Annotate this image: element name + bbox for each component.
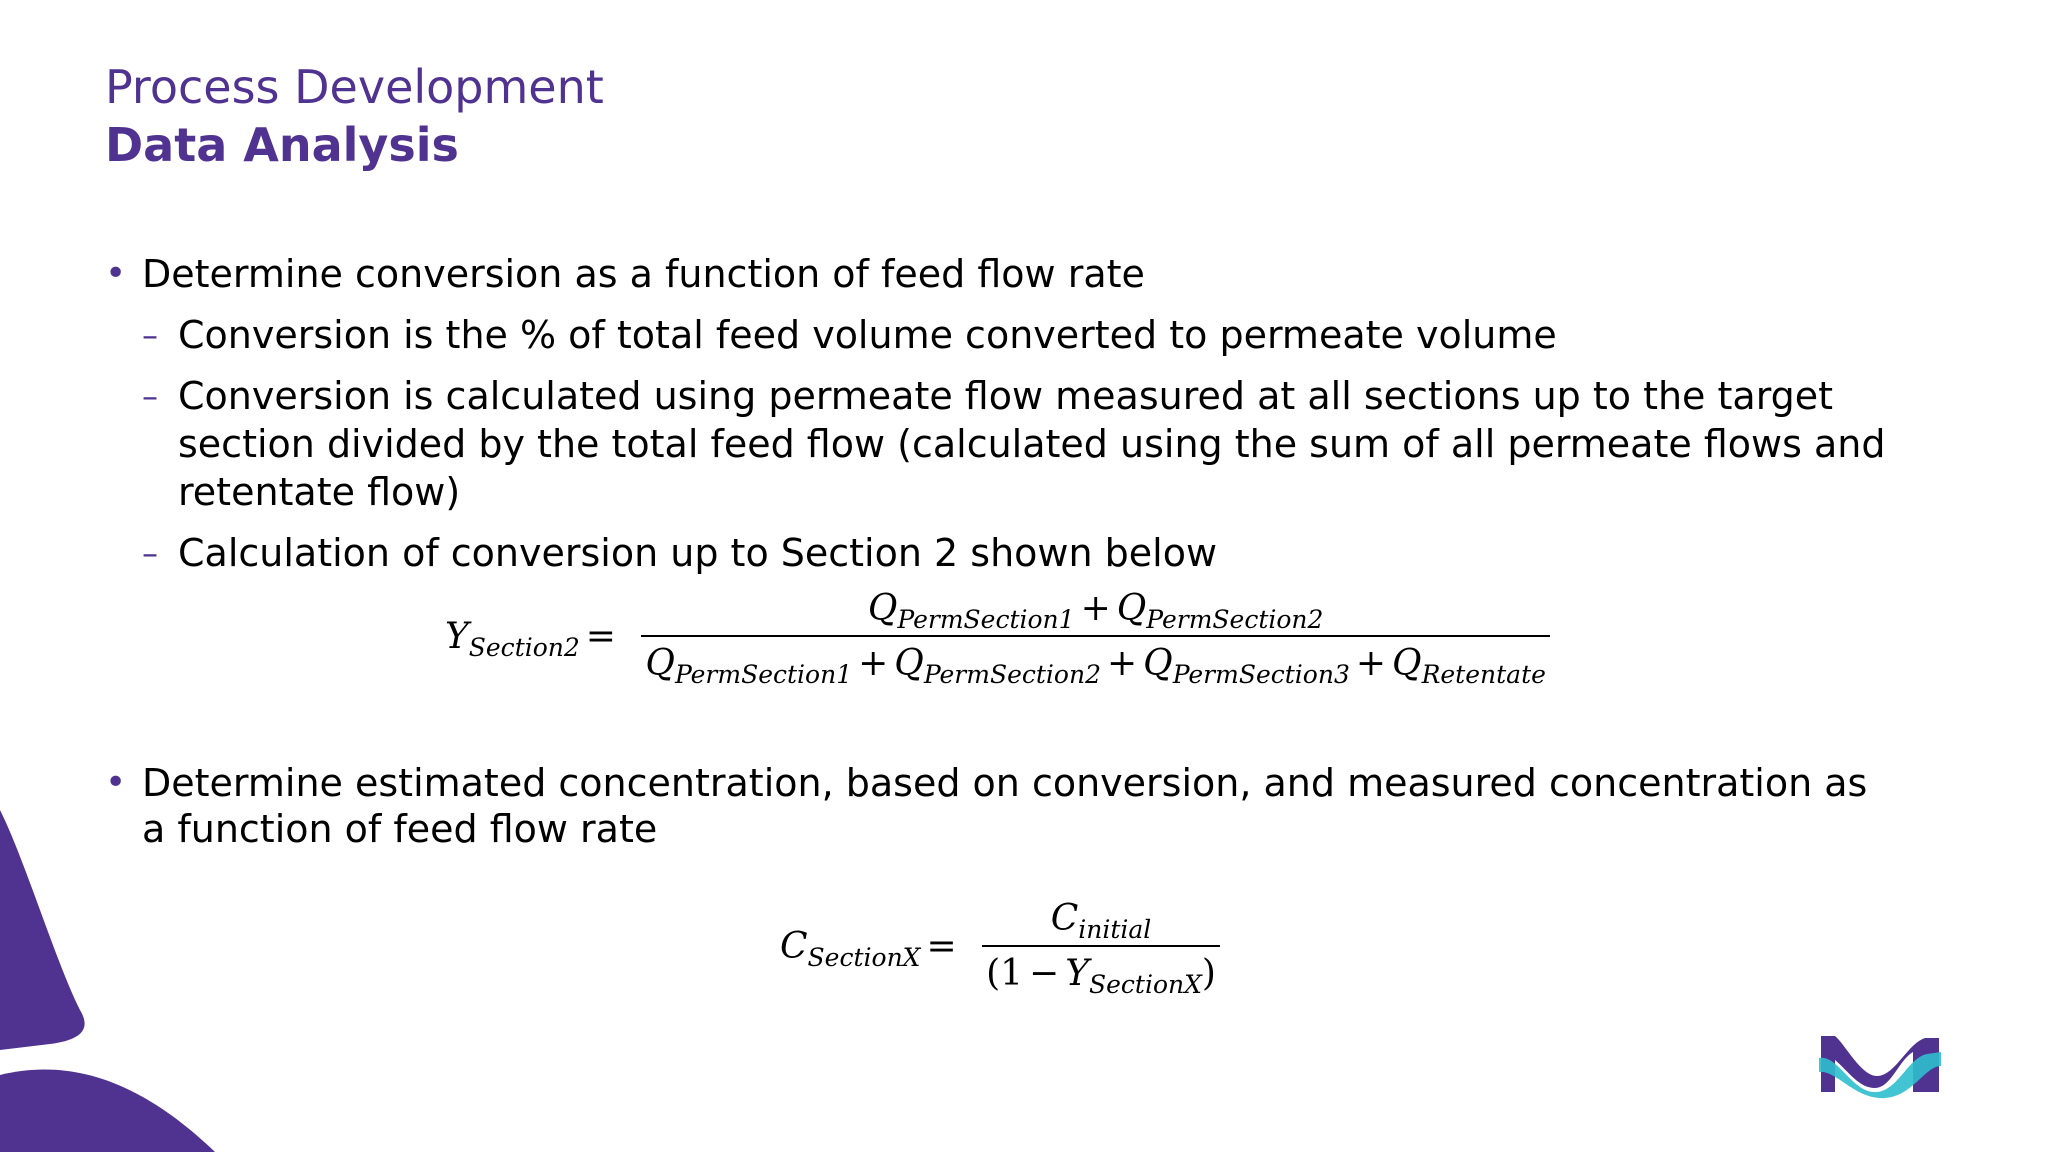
conversion-equation	[445, 588, 1550, 689]
slide-title-line2: Data Analysis	[105, 118, 459, 172]
slide-title-line1: Process Development	[105, 60, 604, 114]
bullet-marker: •	[105, 762, 127, 803]
slide-content-lower	[105, 760, 1905, 852]
sub-bullet-item	[105, 372, 1958, 516]
sub-bullet-marker: –	[142, 316, 158, 354]
sub-bullet-marker: –	[142, 377, 158, 415]
equation-numerator: $C_{initial}$	[1050, 898, 1152, 944]
slide-content	[105, 250, 1905, 577]
sub-bullet-text: Conversion is calculated using permeate flow measured at all sections up to the target section divided by the total feed flow (calculated using the sum of all permeate flows and retentate flow)	[178, 374, 1886, 514]
decor-shape-bottom	[0, 1070, 215, 1152]
equation-fraction	[641, 588, 1550, 689]
sub-bullet-marker: –	[142, 534, 158, 572]
equation-fraction	[982, 898, 1220, 999]
bullet-item	[105, 250, 1905, 298]
equation-denominator: $(1 - Y_{SectionX})$	[982, 945, 1220, 994]
decor-shape-left	[0, 810, 85, 1050]
concentration-equation	[780, 898, 1220, 999]
bullet-marker: •	[105, 253, 127, 294]
bullet-text: Determine estimated concentration, based on conversion, and measured concentration as a function of feed flow rate	[142, 761, 1868, 851]
m-logo-icon	[1815, 1030, 1945, 1100]
equation-lhs: $C_{SectionX}$ =	[780, 925, 957, 972]
bullet-item	[105, 760, 1902, 852]
sub-bullet-item	[105, 529, 1905, 577]
sub-bullet-text: Conversion is the % of total feed volume converted to permeate volume	[178, 313, 1557, 357]
bullet-text: Determine conversion as a function of feed flow rate	[142, 252, 1145, 296]
equation-denominator: $Q_{PermSection1} + Q_{PermSection2} + Q_{PermSection3} + Q_{Retentate}$	[641, 635, 1550, 684]
equation-lhs: $Y_{Section2}$ =	[445, 615, 616, 662]
sub-bullet-item	[105, 311, 1905, 359]
equation-numerator: $Q_{PermSection1} + Q_{PermSection2}$	[867, 588, 1324, 634]
sub-bullet-text: Calculation of conversion up to Section 2 shown below	[178, 531, 1218, 575]
